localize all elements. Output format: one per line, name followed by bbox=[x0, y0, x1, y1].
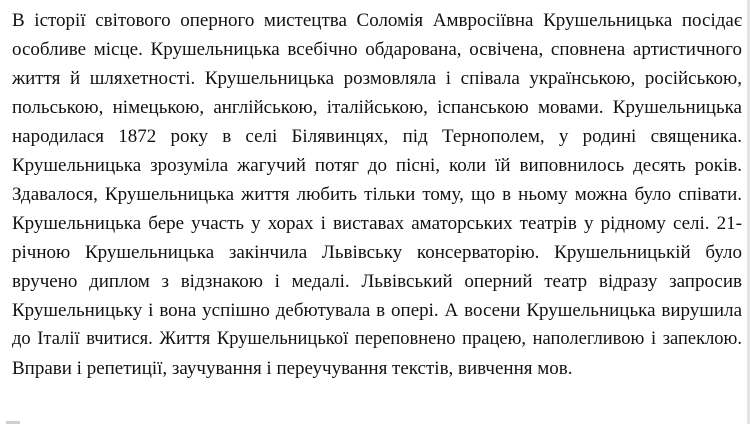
text-line-12: до Італії вчитися. Життя Крушельницької переповнено працею, наполегливою і запеклою. bbox=[12, 329, 742, 349]
text-line-10: вручено диплом з відзнакою і медалі. Львівський оперний театр відразу запросив bbox=[12, 271, 742, 292]
text-line-9: річною Крушельницька закінчила Львівську консерваторію. Крушельницькій було bbox=[12, 242, 742, 263]
text-line-11: Крушельницьку і вона успішно дебютувала в опері. А восени Крушельницька вирушила bbox=[12, 300, 742, 321]
text-line-5: народилася 1872 року в селі Білявинцях, під Тернополем, у родині священика. bbox=[12, 126, 742, 147]
text-line-6: Крушельницька зрозуміла жагучий потяг до пісні, коли їй виповнилось десять років. bbox=[12, 155, 742, 176]
text-line-7: Здавалося, Крушельницька життя любить тільки тому, що в ньому можна було співати. bbox=[12, 184, 742, 205]
text-line-8: Крушельницька бере участь у хорах і виставах аматорських театрів у рідному селі. 21- bbox=[12, 213, 742, 234]
text-line-3: життя й шляхетності. Крушельницька розмовляла і співала українською, російською, bbox=[12, 68, 742, 89]
paragraph bbox=[12, 6, 742, 383]
text-line-4: польською, німецькою, англійською, італійською, іспанською мовами. Крушельницька bbox=[12, 97, 742, 118]
text-line-2: особливе місце. Крушельницька всебічно обдарована, освічена, сповнена артистичного bbox=[12, 39, 742, 60]
text-line-1: В історії світового оперного мистецтва Соломія Амвросіївна Крушельницька посідає bbox=[12, 10, 742, 31]
text-line-13: Вправи і репетиції, заучування і переучування текстів, вивчення мов. bbox=[12, 358, 573, 379]
